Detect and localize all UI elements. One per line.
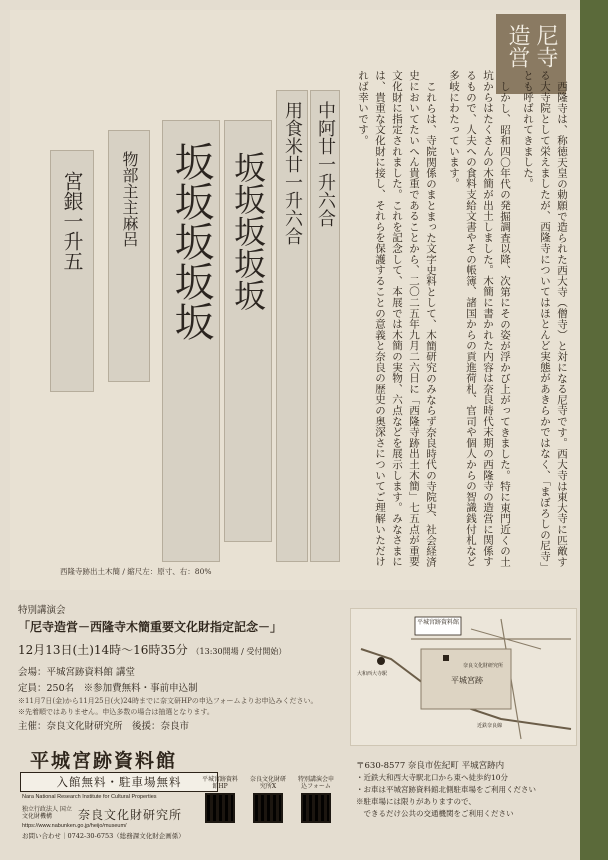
mokkan-photo (38, 90, 338, 560)
map-label-palace: 平城宮跡 (451, 676, 483, 685)
website-url[interactable]: https://www.nabunken.go.jp/heijo/museum/ (22, 823, 127, 829)
wooden-slip (224, 120, 272, 542)
access-line: ・近鉄大和西大寺駅北口から東へ徒歩約10分 (356, 773, 509, 782)
slip-inscription: 用食米廿一升六合 (282, 101, 303, 245)
map-label-railway: 近鉄奈良線 (477, 723, 503, 729)
intro-text (348, 70, 570, 570)
wooden-slip (162, 120, 220, 562)
inquiry-phone: お問い合わせ｜0742-30-6753（総務課文化財企画係） (22, 832, 185, 840)
slip-inscription: 坂坂坂坂坂 (229, 151, 267, 311)
free-admission-box: 入館無料・駐車場無料 (20, 772, 218, 792)
slip-inscription: 物部主主麻呂 (120, 151, 139, 247)
title-line-2: 造営 (505, 24, 530, 68)
lecture-date-note: （13:30開場 / 受付開始） (191, 647, 287, 656)
qr-label: 奈良文化財研究所X (249, 776, 286, 790)
map-label-museum: 平城宮跡資料館 (417, 619, 460, 626)
access-line: ・お車は平城宮跡資料館北側駐車場をご利用ください (356, 785, 536, 794)
lecture-venue: 会場：平城宮跡資料館 講堂 (18, 667, 136, 678)
slip-inscription: 宮銀一升五 (60, 171, 84, 271)
qr-code-icon[interactable] (205, 793, 235, 823)
museum-marker (443, 655, 449, 661)
qr-code-icon[interactable] (253, 793, 283, 823)
access-line: できるだけ公共の交通機関をご利用ください (356, 809, 514, 818)
access-line: ※駐車場には限りがありますので、 (356, 797, 476, 806)
lecture-title: 「尼寺造営－西隆寺木簡重要文化財指定記念－」 (18, 620, 283, 634)
wooden-slip (276, 90, 308, 562)
qr-code-icon[interactable] (301, 793, 331, 823)
address-block (356, 760, 536, 820)
station-marker (377, 657, 385, 665)
map-label-institute: 奈良文化財研究所 (463, 663, 504, 669)
lecture-label: 特別講演会 (18, 605, 66, 616)
wooden-slip (108, 130, 150, 382)
intro-paragraph-1: 西隆寺は、称徳天皇の勅願で造られた西大寺（僧寺）と対になる尼寺です。西大寺は東大寺に匹敵する大寺院として栄えましたが、西隆寺についてはほとんど実態があきらかではなく、「まぼろしの尼寺」とも呼ばれてきました。 (522, 70, 568, 568)
museum-name: 平城宮跡資料館 (30, 750, 178, 772)
institute-name: 奈良文化財研究所 (78, 808, 183, 822)
lecture-note: ※11月7日(金)から11月25日(火)24時までに奈文研HPの申込フォームよりお申込みください。 (18, 697, 318, 705)
lecture-info (18, 602, 358, 734)
lecture-capacity: 定員：250名 ※参加費無料・事前申込制 (18, 683, 198, 694)
green-side-bar (580, 0, 608, 860)
qr-form[interactable] (296, 776, 336, 823)
wooden-slip (50, 150, 94, 392)
photo-caption: 西隆寺跡出土木簡 / 縮尺左：原寸、右：80% (60, 567, 212, 576)
map-label-station: 大和西大寺駅 (357, 671, 388, 677)
qr-label: 平城宮跡資料館HP (201, 776, 238, 790)
slip-inscription: 坂坂坂坂坂 (168, 141, 214, 341)
qr-museum[interactable] (200, 776, 240, 823)
intro-paragraph-3: これらは、寺院関係のまとまった文字史料として、木簡研究のみならず奈良時代の寺院史、社会経済史においてたいへん貴重であることから、二〇二五年九月二六日に「西隆寺跡出土木簡」七五点が重要文化財に指定されました。これを記念して、本展では木簡の実物、六点などを展示します。みなさまには、貴重な文化財に接し、それらを保護することの意義と奈良の歴史の奥深さについてご理解いただければ幸いです。 (357, 70, 437, 567)
postal-address: 〒630-8577 奈良市佐紀町 平城宮跡内 (356, 761, 505, 771)
lecture-note: ※先着順ではありません。申込多数の場合は抽選となります。 (18, 708, 214, 716)
wooden-slip (310, 90, 340, 562)
lecture-organizer: 主催：奈良文化財研究所 後援：奈良市 (18, 721, 190, 732)
english-name: Nara National Research Institute for Cultural Properties (22, 794, 157, 800)
institute-small: 独立行政法人 国立文化財機構 (22, 806, 72, 820)
access-map (350, 608, 577, 746)
lecture-date-text: 12月13日(土)14時～16時35分 (18, 643, 188, 657)
lecture-date (18, 641, 358, 658)
intro-paragraph-2: しかし、昭和四〇年代の発掘調査以降、次第にその姿が浮かび上がってきました。特に東門近くの土坑からはたくさんの木簡が出土しました。木簡に書かれた内容は奈良時代末期の西隆寺の造営に関係するもので、人夫への食料支給文書やその帳簿、諸国からの貢進荷札、官司や個人からの智識銭付札など多岐にわたっています。 (448, 70, 511, 567)
title-line-1: 尼寺 (533, 24, 558, 68)
qr-label: 特別講演会申込フォーム (297, 776, 334, 790)
qr-x[interactable] (248, 776, 288, 823)
slip-inscription: 中阿廿一升六合 (315, 101, 336, 227)
